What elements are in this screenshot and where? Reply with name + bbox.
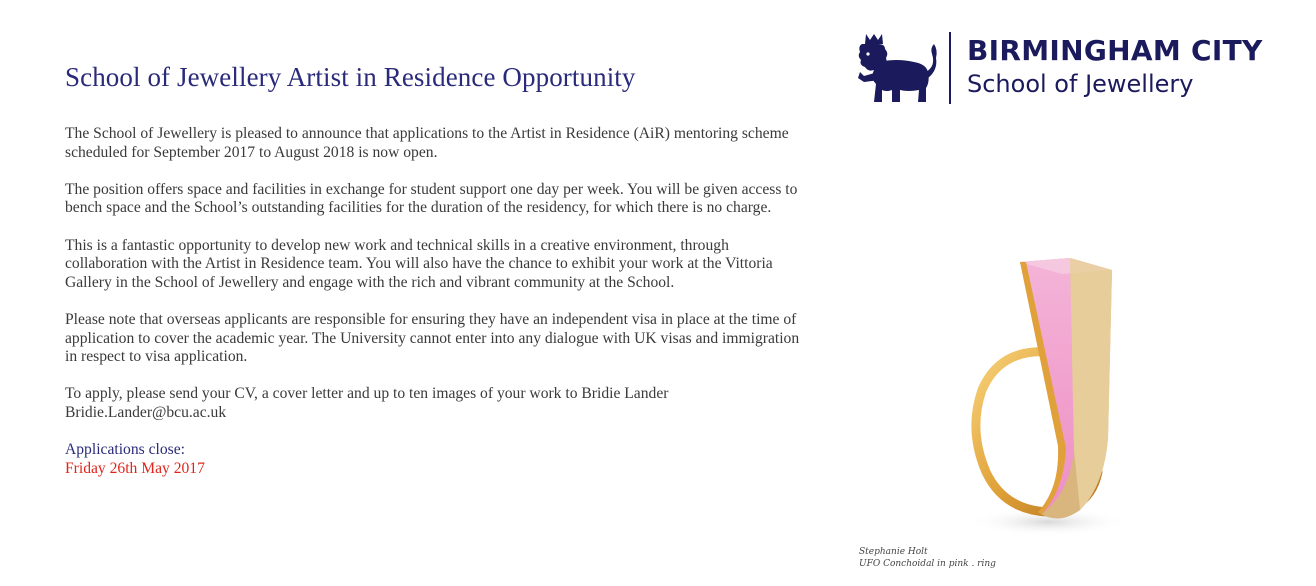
bcu-logo <box>856 30 1263 110</box>
closing-label: Applications close: <box>65 441 185 459</box>
logo-university-name: BIRMINGHAM CITY <box>967 34 1263 67</box>
logo-divider <box>949 32 951 104</box>
apply-instructions: To apply, please send your CV, a cover letter and up to ten images of your work to Bridie Lander <box>65 385 669 403</box>
ring-photo <box>930 240 1150 550</box>
caption-work: UFO Conchoidal in pink . ring <box>859 559 996 569</box>
logo-school-name: School of Jewellery <box>967 70 1194 98</box>
caption-artist: Stephanie Holt <box>859 547 928 557</box>
applications-close <box>65 441 810 478</box>
announcement-body <box>65 125 810 478</box>
paragraph-visa-note: Please note that overseas applicants are responsible for ensuring they have an independent visa in place at the time of application to cover the academic year. The University cannot enter into any dialogue with UK visas and immigration in respect to visa application. <box>65 310 800 366</box>
paragraph-opportunity: This is a fantastic opportunity to develop new work and technical skills in a creative environment, through collaboration with the Artist in Residence team. You will also have the chance to exhibit your work at the Vittoria Gallery in the School of Jewellery and engage with the rich and vibrant community at the School. <box>65 236 773 291</box>
paragraph-apply <box>65 385 810 422</box>
paragraph-intro: The School of Jewellery is pleased to announce that applications to the Artist in Residence (AiR) mentoring scheme scheduled for September 2017 to August 2018 is now open. <box>65 125 789 161</box>
lion-crest-icon <box>856 32 938 106</box>
paragraph-position: The position offers space and facilities in exchange for student support one day per week. You will be given access to bench space and the School’s outstanding facilities for the duration of the residency, for which there is no charge. <box>65 180 798 217</box>
closing-date: Friday 26th May 2017 <box>65 459 205 477</box>
contact-email[interactable]: Bridie.Lander@bcu.ac.uk <box>65 403 227 421</box>
page-title: School of Jewellery Artist in Residence Opportunity <box>65 62 636 92</box>
image-caption <box>859 546 996 570</box>
